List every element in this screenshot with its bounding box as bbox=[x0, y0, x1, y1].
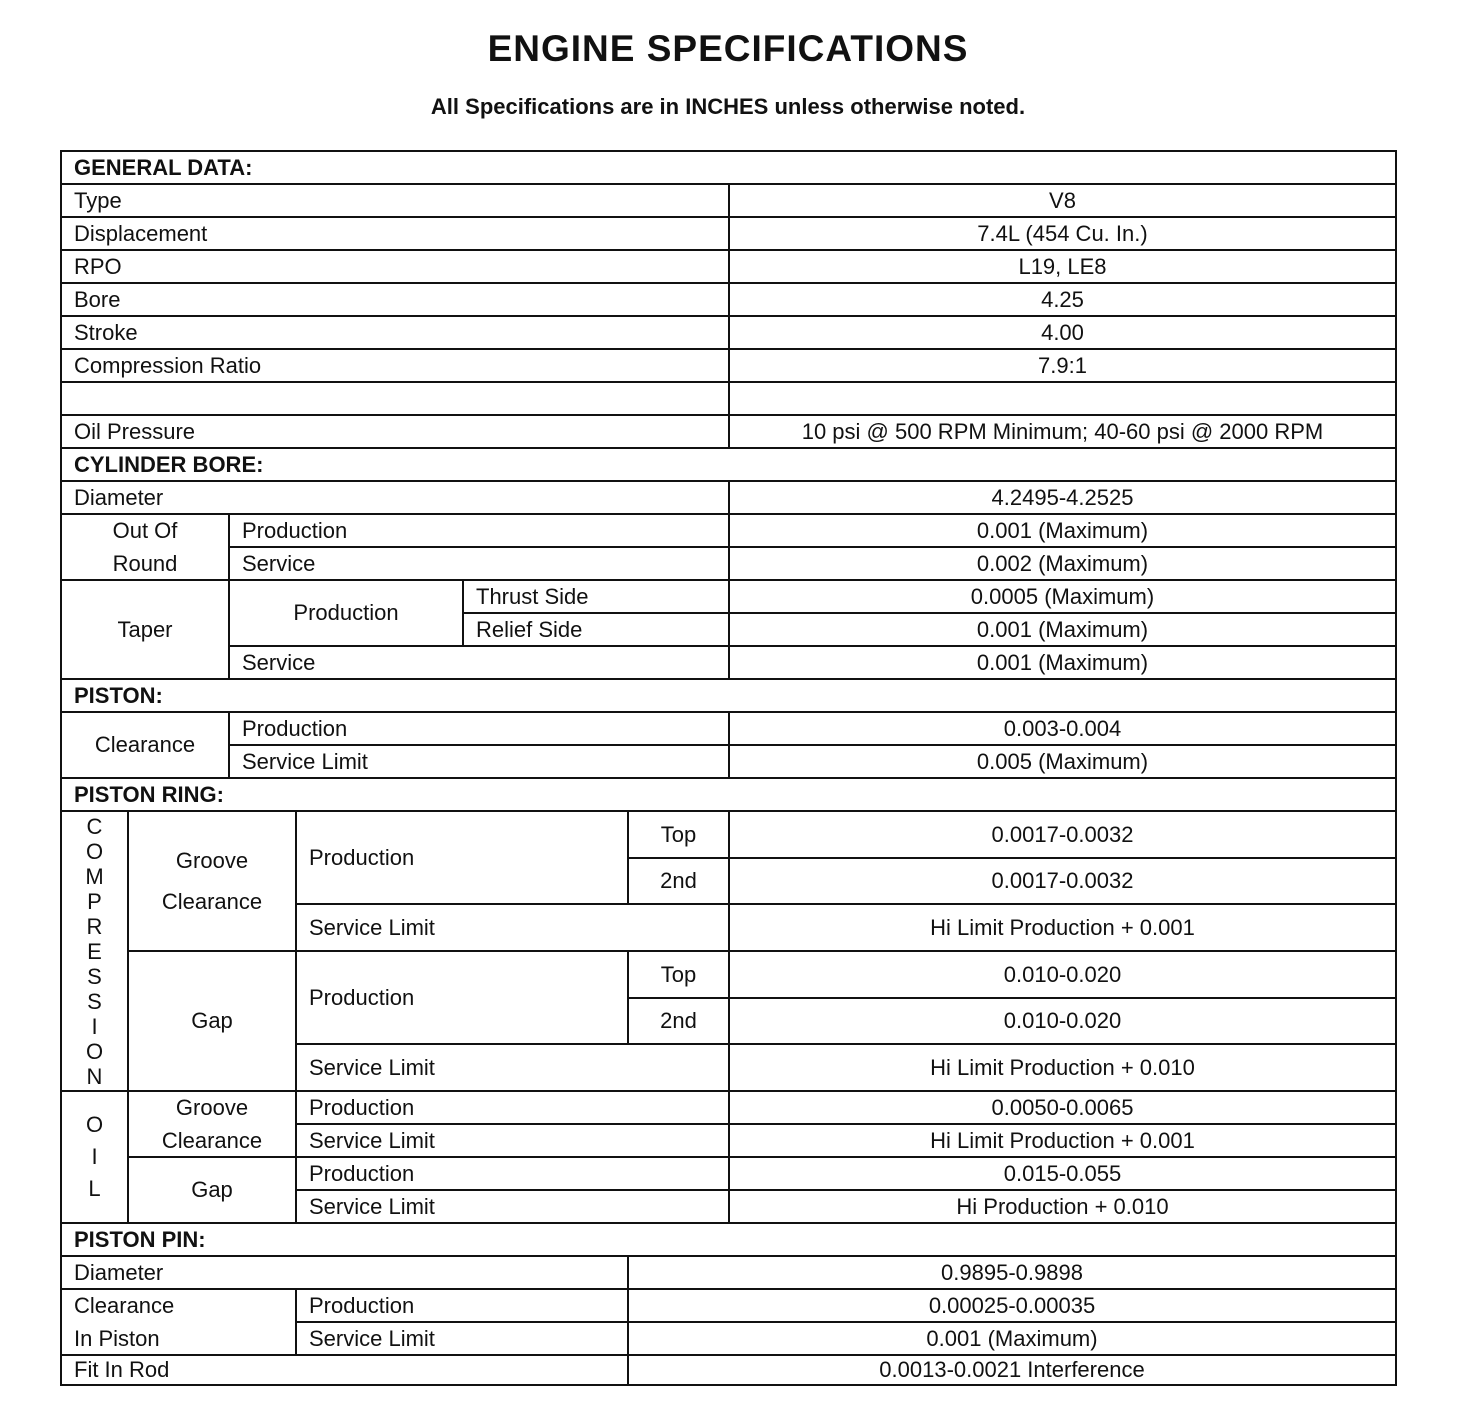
oor-production-value: 0.001 (Maximum) bbox=[730, 515, 1395, 548]
taper-label: Taper bbox=[62, 581, 230, 680]
oil-gap-production-label: Production bbox=[297, 1158, 730, 1191]
comp-letter: M bbox=[85, 863, 104, 889]
comp-gap-2nd-value: 0.010-0.020 bbox=[730, 999, 1395, 1045]
fit-in-rod-value: 0.0013-0.0021 Interference bbox=[879, 1357, 1145, 1382]
comp-letter: C bbox=[86, 813, 103, 839]
row-label-type: Type bbox=[62, 185, 730, 218]
row-label-rpo: RPO bbox=[62, 251, 730, 284]
row-value-type: V8 bbox=[730, 185, 1395, 218]
piston-header: PISTON: bbox=[62, 680, 1395, 713]
taper-service-label: Service bbox=[230, 647, 730, 680]
comp-groove-service-limit-value: Hi Limit Production + 0.001 bbox=[730, 905, 1395, 952]
comp-letter: S bbox=[87, 963, 102, 989]
general-data-header: GENERAL DATA: bbox=[62, 152, 1395, 185]
oil-vertical-label bbox=[62, 1092, 129, 1224]
comp-gap-2nd-label: 2nd bbox=[629, 999, 730, 1045]
oor-service-label: Service bbox=[230, 548, 730, 581]
piston-pin-header: PISTON PIN: bbox=[62, 1224, 1395, 1257]
thrust-side-label: Thrust Side bbox=[464, 581, 730, 614]
oil-gap-label: Gap bbox=[129, 1158, 297, 1224]
page-subtitle: All Specifications are in INCHES unless otherwise noted. bbox=[430, 94, 1026, 119]
pin-diameter-value: 0.9895-0.9898 bbox=[629, 1257, 1395, 1290]
relief-side-value: 0.001 (Maximum) bbox=[730, 614, 1395, 647]
piston-production-label: Production bbox=[230, 713, 730, 746]
comp-gap-top-value: 0.010-0.020 bbox=[730, 952, 1395, 999]
oil-gap-production-value: 0.015-0.055 bbox=[730, 1158, 1395, 1191]
oor-production-label: Production bbox=[230, 515, 730, 548]
piston-ring-header: PISTON RING: bbox=[62, 779, 1395, 812]
pin-production-label: Production bbox=[297, 1290, 629, 1323]
comp-groove-line1: Groove bbox=[175, 848, 249, 873]
relief-side-label: Relief Side bbox=[464, 614, 730, 647]
comp-letter: N bbox=[86, 1063, 103, 1089]
row-value-blank bbox=[730, 383, 1395, 416]
comp-letter: P bbox=[87, 888, 102, 914]
compression-vertical-label bbox=[62, 812, 129, 1092]
comp-gap-service-limit-value: Hi Limit Production + 0.010 bbox=[730, 1045, 1395, 1092]
oil-gap-service-limit-label: Service Limit bbox=[297, 1191, 730, 1224]
pin-production-value: 0.00025-0.00035 bbox=[629, 1290, 1395, 1323]
oil-letter: I bbox=[91, 1144, 98, 1169]
comp-letter: S bbox=[87, 988, 102, 1014]
comp-gap-top-label: Top bbox=[629, 952, 730, 999]
comp-groove-2nd-value: 0.0017-0.0032 bbox=[730, 859, 1395, 905]
row-value-compression-ratio: 7.9:1 bbox=[730, 350, 1395, 383]
piston-service-limit-value: 0.005 (Maximum) bbox=[730, 746, 1395, 779]
oor-service-value: 0.002 (Maximum) bbox=[730, 548, 1395, 581]
pin-service-limit-value: 0.001 (Maximum) bbox=[629, 1323, 1395, 1356]
oil-letter: L bbox=[88, 1176, 101, 1201]
row-label-stroke: Stroke bbox=[62, 317, 730, 350]
row-label-compression-ratio: Compression Ratio bbox=[62, 350, 730, 383]
page-title: ENGINE SPECIFICATIONS bbox=[487, 28, 969, 69]
pin-clearance-line2: In Piston bbox=[74, 1326, 160, 1351]
oil-groove-service-limit-label: Service Limit bbox=[297, 1125, 730, 1158]
row-label-bore: Bore bbox=[62, 284, 730, 317]
comp-gap-service-limit-label: Service Limit bbox=[297, 1045, 730, 1092]
oil-letter: O bbox=[85, 1112, 104, 1137]
oil-gap-service-limit-value: Hi Production + 0.010 bbox=[730, 1191, 1395, 1224]
piston-service-limit-label: Service Limit bbox=[230, 746, 730, 779]
spec-table bbox=[60, 150, 1397, 1386]
taper-production-label: Production bbox=[230, 581, 464, 647]
thrust-side-value: 0.0005 (Maximum) bbox=[730, 581, 1395, 614]
oil-groove-line2: Clearance bbox=[161, 1128, 263, 1153]
comp-gap-label: Gap bbox=[129, 952, 297, 1092]
row-value-oil-pressure: 10 psi @ 500 RPM Minimum; 40-60 psi @ 2000 RPM bbox=[730, 416, 1395, 449]
out-of-round-label bbox=[62, 515, 230, 581]
comp-groove-2nd-label: 2nd bbox=[629, 859, 730, 905]
comp-groove-service-limit-label: Service Limit bbox=[297, 905, 730, 952]
oil-groove-production-label: Production bbox=[297, 1092, 730, 1125]
pin-service-limit-label: Service Limit bbox=[297, 1323, 629, 1356]
out-of-round-line1: Out Of bbox=[112, 518, 178, 543]
out-of-round-line2: Round bbox=[112, 551, 178, 576]
row-value-displacement: 7.4L (454 Cu. In.) bbox=[730, 218, 1395, 251]
row-value-bore: 4.25 bbox=[730, 284, 1395, 317]
row-value-rpo: L19, LE8 bbox=[730, 251, 1395, 284]
row-label-oil-pressure: Oil Pressure bbox=[62, 416, 730, 449]
cyl-diameter-value: 4.2495-4.2525 bbox=[730, 482, 1395, 515]
comp-gap-production-label: Production bbox=[297, 952, 629, 1045]
comp-groove-production-label: Production bbox=[297, 812, 629, 905]
comp-groove-top-value: 0.0017-0.0032 bbox=[730, 812, 1395, 859]
oil-groove-service-limit-value: Hi Limit Production + 0.001 bbox=[730, 1125, 1395, 1158]
oil-groove-line1: Groove bbox=[175, 1095, 249, 1120]
comp-letter: O bbox=[85, 1038, 104, 1064]
cylinder-bore-header: CYLINDER BORE: bbox=[62, 449, 1395, 482]
comp-letter: R bbox=[86, 913, 103, 939]
pin-diameter-label: Diameter bbox=[62, 1257, 629, 1290]
oil-groove-production-value: 0.0050-0.0065 bbox=[730, 1092, 1395, 1125]
comp-letter: I bbox=[91, 1013, 98, 1039]
comp-groove-clearance-label bbox=[129, 812, 297, 952]
cyl-diameter-label: Diameter bbox=[62, 482, 730, 515]
taper-service-value: 0.001 (Maximum) bbox=[730, 647, 1395, 680]
row-label-displacement: Displacement bbox=[62, 218, 730, 251]
piston-production-value: 0.003-0.004 bbox=[730, 713, 1395, 746]
pin-clearance-line1: Clearance bbox=[74, 1293, 175, 1318]
piston-clearance-label: Clearance bbox=[62, 713, 230, 779]
oil-groove-clearance-label bbox=[129, 1092, 297, 1158]
row-value-stroke: 4.00 bbox=[730, 317, 1395, 350]
comp-letter: E bbox=[87, 938, 102, 964]
comp-letter: O bbox=[85, 838, 104, 864]
fit-in-rod-label: Fit In Rod bbox=[62, 1356, 629, 1384]
comp-groove-line2: Clearance bbox=[161, 889, 263, 914]
pin-clearance-label bbox=[62, 1290, 297, 1356]
row-label-blank bbox=[62, 383, 730, 416]
comp-groove-top-label: Top bbox=[629, 812, 730, 859]
